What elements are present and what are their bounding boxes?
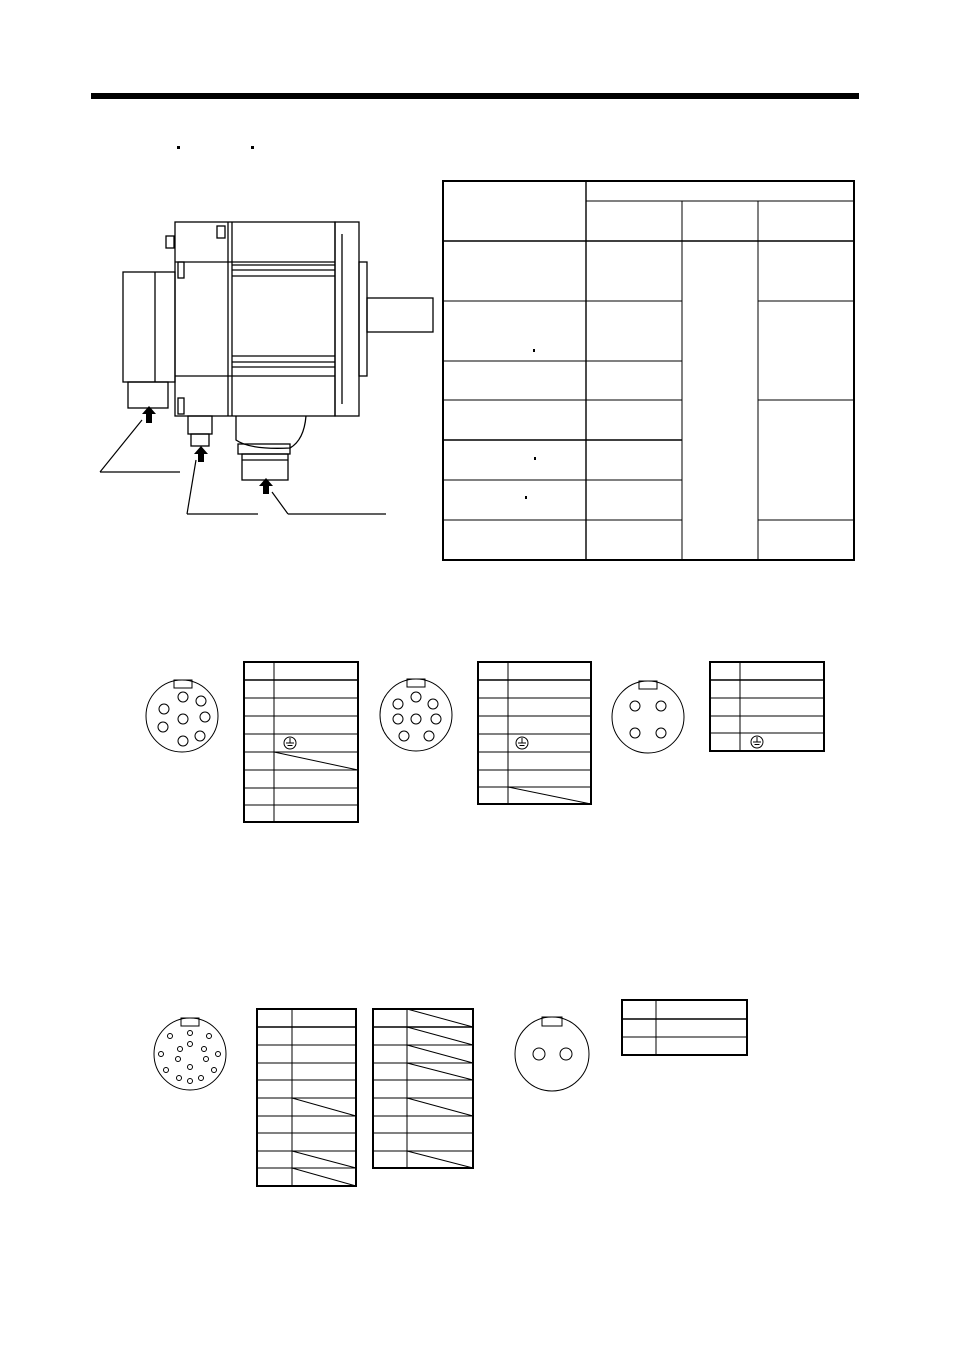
ground-icon [751,736,763,748]
pin-table-power-7pin [478,662,591,804]
connector-face-power-4pin [612,681,684,753]
model-table [443,181,854,560]
connector-face-power-7pin [380,679,452,751]
title-mark [251,146,254,149]
connector-face-encoder-16pin [154,1018,226,1090]
connector-face-brake-2pin [515,1017,589,1091]
motor-drawing [123,222,433,480]
connector-face-power-8pin [146,680,218,752]
ground-icon [284,737,296,749]
pin-table-power-4pin [710,662,824,751]
pin-table-encoder-b [373,1009,473,1168]
ground-icon [516,737,528,749]
pin-table-power-8pin [244,662,358,822]
pin-table-encoder-a [257,1009,356,1186]
pin-table-brake-2pin [622,1000,747,1055]
leader-lines [100,420,386,514]
title-mark [177,146,180,149]
header-rule [91,93,859,99]
arrow-up-icon [194,446,208,462]
